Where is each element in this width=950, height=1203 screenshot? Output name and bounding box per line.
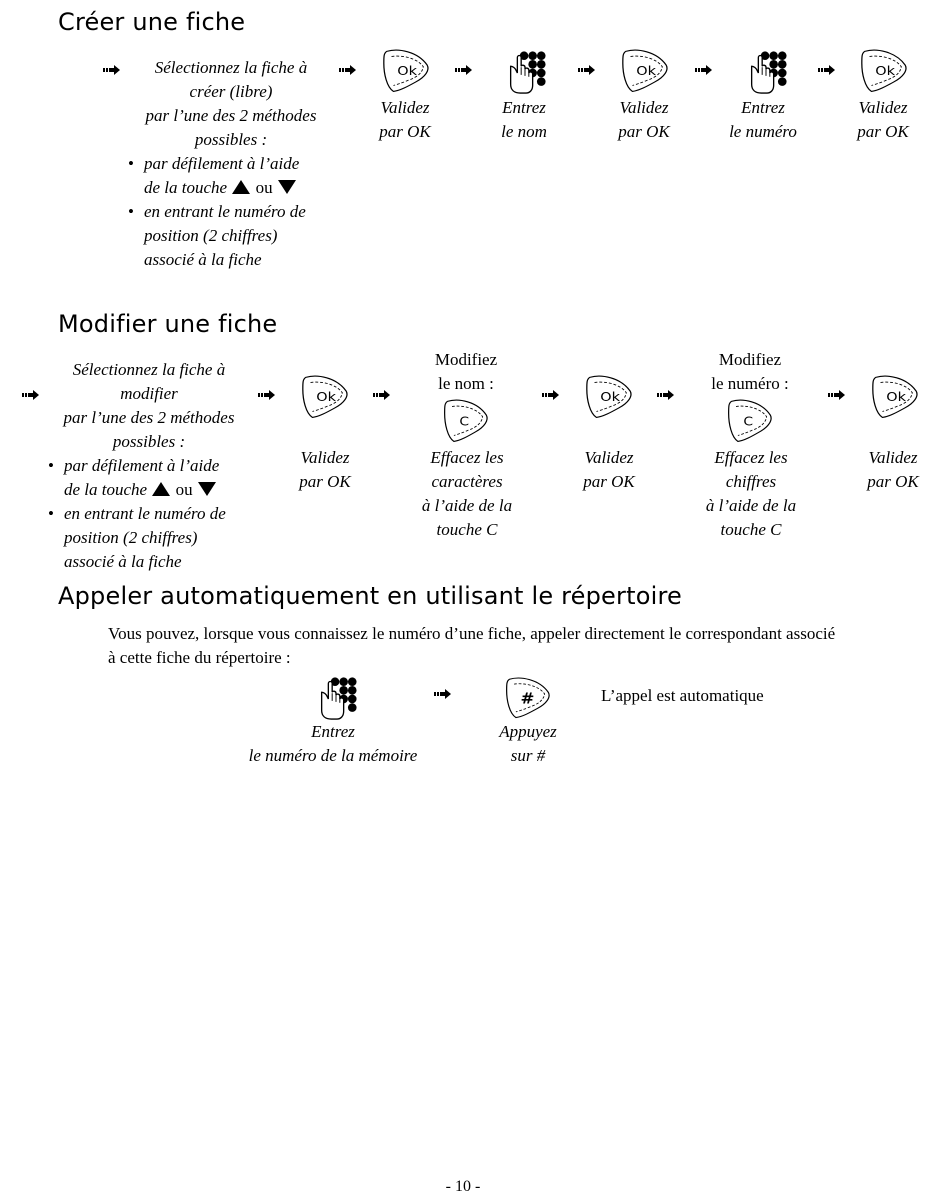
down-arrow-key-icon [197,481,217,497]
section-title-call: Appeler automatiquement en utilisant le répertoire [58,582,682,610]
instruction-line: Sélectionnez la fiche à [72,360,226,379]
bullet-text: par défilement à l’aide [64,456,220,475]
down-arrow-key-icon [277,179,297,195]
modify-step-validate [563,446,655,494]
section-title-modify: Modifier une fiche [58,310,278,338]
instruction-line: Effacez les [430,448,504,467]
step-label: Validez [619,98,669,117]
instruction-line: Effacez les [714,448,788,467]
ok-key-icon [618,48,670,94]
modify-number-heading [690,348,810,396]
bullet-text: position (2 chiffres) [144,226,278,245]
step-label: Entrez [311,722,355,741]
instruction-line: touche C [436,520,498,539]
bullet-text: par défilement à l’aide [144,154,300,173]
create-step-validate [598,96,690,144]
hash-key-label: # [520,689,535,708]
up-arrow-key-icon [231,179,251,195]
flow-arrow-icon [103,64,121,76]
bullet-text: en entrant le numéro de [144,202,306,221]
heading-line: Modifiez [718,350,782,369]
or-text: ou [175,480,193,499]
flow-arrow-icon [22,389,40,401]
call-step-enter-memory [226,720,440,768]
step-label: Entrez [502,98,546,117]
flow-arrow-icon [657,389,675,401]
paragraph-line: à cette fiche du répertoire : [108,648,291,667]
flow-arrow-icon [542,389,560,401]
keypad-hand-icon [503,50,547,94]
instruction-line: possibles : [112,432,186,451]
step-label: par OK [867,472,919,491]
bullet-scroll [126,152,336,200]
call-step-press-hash [482,720,574,768]
modify-selection-instructions [46,358,252,574]
instruction-line: touche C [720,520,782,539]
create-step-validate [837,96,929,144]
instruction-line: chiffres [725,472,777,491]
step-label: le numéro de la mémoire [248,746,418,765]
heading-line: le numéro : [711,374,789,393]
step-label: par OK [583,472,635,491]
step-label: Validez [380,98,430,117]
step-label: Entrez [741,98,785,117]
bullet-text: de la touche [64,480,148,499]
up-arrow-key-icon [151,481,171,497]
ok-key-label: Ok [875,64,896,80]
flow-arrow-icon [434,688,452,700]
section-title-create: Créer une fiche [58,8,246,36]
bullet-text: en entrant le numéro de [64,504,226,523]
bullet-scroll [46,454,252,502]
instruction-line: possibles : [194,130,268,149]
bullet-text: associé à la fiche [64,552,182,571]
create-step-enter-name [478,96,570,144]
step-label: par OK [618,122,670,141]
step-label: par OK [379,122,431,141]
instruction-line: par l’une des 2 méthodes [145,106,317,125]
instruction-line: à l’aide de la [421,496,513,515]
ok-key-icon [298,374,350,420]
or-text: ou [255,178,273,197]
step-label: Validez [868,448,918,467]
ok-key-label: Ok [636,64,657,80]
step-label: par OK [299,472,351,491]
step-label: le numéro [729,122,797,141]
call-result-text: L’appel est automatique [601,686,764,705]
instruction-line: caractères [431,472,503,491]
instruction-line: à l’aide de la [705,496,797,515]
ok-key-icon [868,374,920,420]
create-step-enter-number [712,96,814,144]
step-label: Validez [858,98,908,117]
flow-arrow-icon [828,389,846,401]
step-label: sur # [510,746,546,765]
flow-arrow-icon [258,389,276,401]
flow-arrow-icon [578,64,596,76]
create-selection-instructions [126,56,336,272]
step-label: Appuyez [499,722,557,741]
bullet-position [126,200,336,272]
keypad-hand-icon [314,676,358,720]
bullet-text: associé à la fiche [144,250,262,269]
erase-name-instructions [402,446,532,542]
modify-step-validate [847,446,939,494]
c-key-label: C [459,414,470,430]
bullet-text: position (2 chiffres) [64,528,198,547]
modify-step-validate [280,446,370,494]
ok-key-icon [857,48,909,94]
ok-key-label: Ok [397,64,418,80]
instruction-line: modifier [120,384,178,403]
page-number: - 10 - [445,1178,481,1195]
step-label: Validez [300,448,350,467]
call-description [108,622,938,670]
step-label: Validez [584,448,634,467]
instruction-line: Sélectionnez la fiche à [154,58,308,77]
flow-arrow-icon [455,64,473,76]
erase-number-instructions [686,446,816,542]
hash-key-icon [502,676,552,720]
flow-arrow-icon [339,64,357,76]
flow-arrow-icon [695,64,713,76]
ok-key-label: Ok [600,390,621,406]
step-label: par OK [857,122,909,141]
instruction-line: créer (libre) [189,82,273,101]
instruction-line: par l’une des 2 méthodes [63,408,235,427]
heading-line: Modifiez [434,350,498,369]
keypad-hand-icon [744,50,788,94]
paragraph-line: Vous pouvez, lorsque vous connaissez le numéro d’une fiche, appeler directement le correspondant associé [108,624,836,643]
ok-key-label: Ok [316,390,337,406]
create-step-validate [360,96,450,144]
heading-line: le nom : [438,374,494,393]
ok-key-icon [379,48,431,94]
bullet-text: de la touche [144,178,228,197]
c-key-icon [724,398,774,444]
flow-arrow-icon [818,64,836,76]
step-label: le nom [501,122,547,141]
c-key-icon [440,398,490,444]
ok-key-icon [582,374,634,420]
flow-arrow-icon [373,389,391,401]
ok-key-label: Ok [886,390,907,406]
c-key-label: C [743,414,754,430]
modify-name-heading [410,348,522,396]
bullet-position [46,502,252,574]
